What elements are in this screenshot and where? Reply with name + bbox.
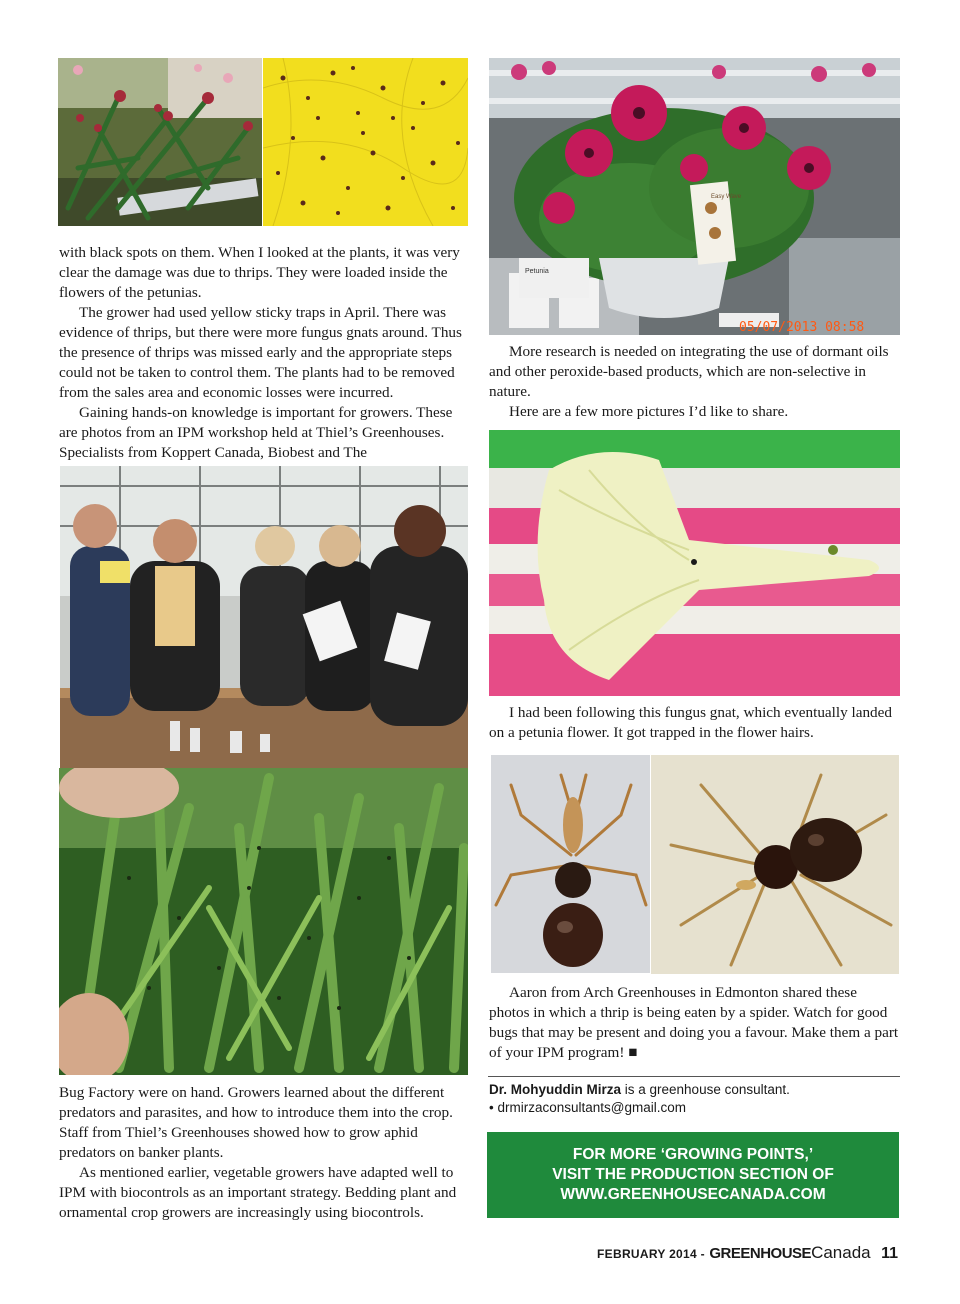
end-mark: ■ [628, 1044, 638, 1061]
promo-link[interactable]: WWW.GREENHOUSECANADA.COM [560, 1186, 826, 1203]
photo-gnat-on-petunia [489, 430, 900, 696]
plant-label-text: Petunia [525, 268, 549, 275]
hang-tag-text: Easy Wave [711, 194, 742, 200]
body-paragraph: I had been following this fungus gnat, which eventually landed on a petunia flower. It got trapped in the flower hairs. [489, 704, 892, 741]
photo-yellow-sticky-trap [263, 58, 468, 226]
body-paragraph: As mentioned earlier, vegetable growers have adapted well to IPM with biocontrols as an important strategy. Bedding plant and ornamental crop growers are increasingly using biocontrols. [59, 1164, 457, 1221]
author-email: • drmirzaconsultants@gmail.com [489, 1100, 686, 1115]
page-number: 11 [881, 1245, 898, 1262]
photo-banker-plants [59, 768, 468, 1075]
body-paragraph: Here are a few more pictures I’d like to share. [509, 403, 789, 420]
promo-box [487, 1132, 899, 1218]
photo-damaged-petunias [58, 58, 262, 226]
photo-ipm-workshop [60, 466, 468, 768]
body-paragraph [489, 983, 901, 1063]
right-column-text-top [489, 342, 901, 422]
bio-divider [488, 1076, 900, 1077]
photo-petunia-hanging-basket [489, 58, 900, 335]
body-paragraph: More research is needed on integrating the use of dormant oils and other peroxide-based products, which are non-selective in nature. [489, 343, 889, 400]
photo-timestamp: 05/07/2013 08:58 [739, 320, 865, 335]
author-role: is a greenhouse consultant. [621, 1082, 790, 1097]
body-paragraph: Gaining hands-on knowledge is important for growers. These are photos from an IPM workshop held at Thiel’s Greenhouses. Specialists from Koppert Canada, Biobest and The [59, 404, 453, 461]
body-paragraph: with black spots on them. When I looked at the plants, it was very clear the damage was due to thrips. They were loaded inside the flowers of the petunias. [59, 244, 460, 301]
footer-brand-bold: GREENHOUSE [709, 1245, 812, 1262]
author-name: Dr. Mohyuddin Mirza [489, 1082, 622, 1097]
right-column-caption-gnat [489, 703, 901, 743]
right-column-caption-spider [489, 983, 901, 1063]
footer-date: FEBRUARY 2014 - [597, 1247, 705, 1261]
left-column-text-bottom [59, 1083, 471, 1223]
footer-brand-light: Canada [811, 1243, 871, 1262]
page-footer [597, 1243, 898, 1263]
photo-spider-close-up [651, 755, 899, 974]
promo-line: VISIT THE PRODUCTION SECTION OF [552, 1166, 834, 1183]
left-column-text-top [59, 243, 471, 463]
promo-line: FOR MORE ‘GROWING POINTS,’ [572, 1146, 814, 1163]
spider-caption-text: Aaron from Arch Greenhouses in Edmonton shared these photos in which a thrip is being eaten by a spider. Watch for good bugs that may be present and doing you a favour. Make them a part of your IPM program! [489, 984, 899, 1061]
photo-spider-eating-thrip [491, 755, 650, 973]
author-bio [489, 1081, 900, 1117]
body-paragraph: Bug Factory were on hand. Growers learned about the different predators and parasites, and how to introduce them into the crop. Staff from Thiel’s Greenhouses showed how to grow aphid predators on banker plants. [59, 1084, 453, 1161]
body-paragraph: The grower had used yellow sticky traps in April. There was evidence of thrips, but there were more fungus gnats around. Thus the presence of thrips was missed early and the appropriate steps could not be taken to control them. The plants had to be removed from the sales area and economic losses were incurred. [59, 304, 462, 401]
